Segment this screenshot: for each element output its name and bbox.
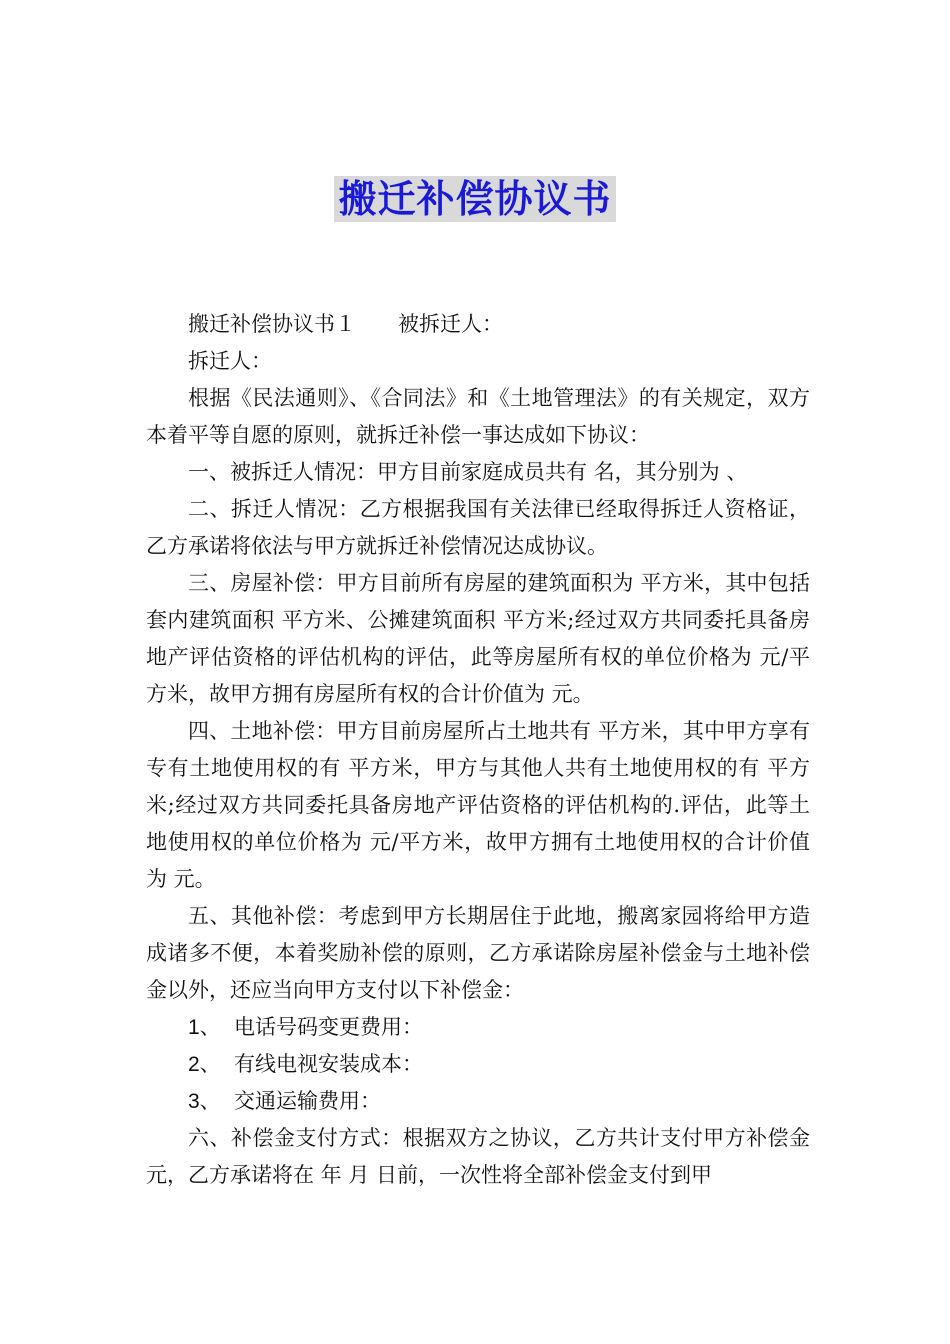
paragraph-basis: 根据《民法通则》、《合同法》和《土地管理法》的有关规定，双方本着平等自愿的原则，就拆迁补偿一事达成如下协议：	[146, 386, 810, 447]
list-item-text: 电话号码变更费用：	[234, 1015, 424, 1039]
list-item-number: 1、	[188, 1016, 221, 1039]
list-item	[146, 1009, 810, 1046]
paragraph-section-1: 一、被拆迁人情况：甲方目前家庭成员共有 名，其分别为 、	[188, 460, 748, 484]
doc-ref: 搬迁补偿协议书１	[188, 312, 356, 336]
paragraph-section-3: 三、房屋补偿：甲方目前所有房屋的建筑面积为 平方米，其中包括套内建筑面积 平方米、公摊建筑面积 平方米;经过双方共同委托具备房地产评估资格的评估机构的评估，此等房屋所有权的单位价格为 元/平方米，故甲方拥有房屋所有权的合计价值为 元。	[146, 571, 810, 706]
list-item-text: 有线电视安装成本：	[234, 1052, 424, 1076]
document-body	[146, 306, 810, 1194]
paragraph-party-b: 拆迁人：	[188, 349, 272, 373]
list-item	[146, 1046, 810, 1083]
list-item-number: 2、	[188, 1053, 221, 1076]
list-item	[146, 1083, 810, 1120]
document-title: 搬迁补偿协议书	[334, 176, 615, 222]
paragraph-section-6: 六、补偿金支付方式：根据双方之协议，乙方共计支付甲方补偿金 元，乙方承诺将在 年 月 日前，一次性将全部补偿金支付到甲	[146, 1126, 810, 1187]
title-wrap	[0, 176, 950, 222]
list-item-text: 交通运输费用：	[234, 1089, 382, 1113]
paragraph-section-5: 五、其他补偿：考虑到甲方长期居住于此地，搬离家园将给甲方造成诸多不便，本着奖励补偿的原则，乙方承诺除房屋补偿金与土地补偿金以外，还应当向甲方支付以下补偿金：	[146, 904, 810, 1002]
party-a-label: 被拆迁人：	[398, 312, 503, 336]
header-line	[146, 306, 810, 343]
paragraph-section-2: 二、拆迁人情况：乙方根据我国有关法律已经取得拆迁人资格证，乙方承诺将依法与甲方就拆迁补偿情况达成协议。	[146, 497, 810, 558]
list-item-number: 3、	[188, 1090, 221, 1113]
paragraph-section-4: 四、土地补偿：甲方目前房屋所占土地共有 平方米，其中甲方享有专有土地使用权的有 平方米，甲方与其他人共有土地使用权的有 平方米;经过双方共同委托具备房地产评估资格的评估机构的.评估，此等土地使用权的单位价格为 元/平方米，故甲方拥有土地使用权的合计价值为 元。	[146, 719, 810, 891]
